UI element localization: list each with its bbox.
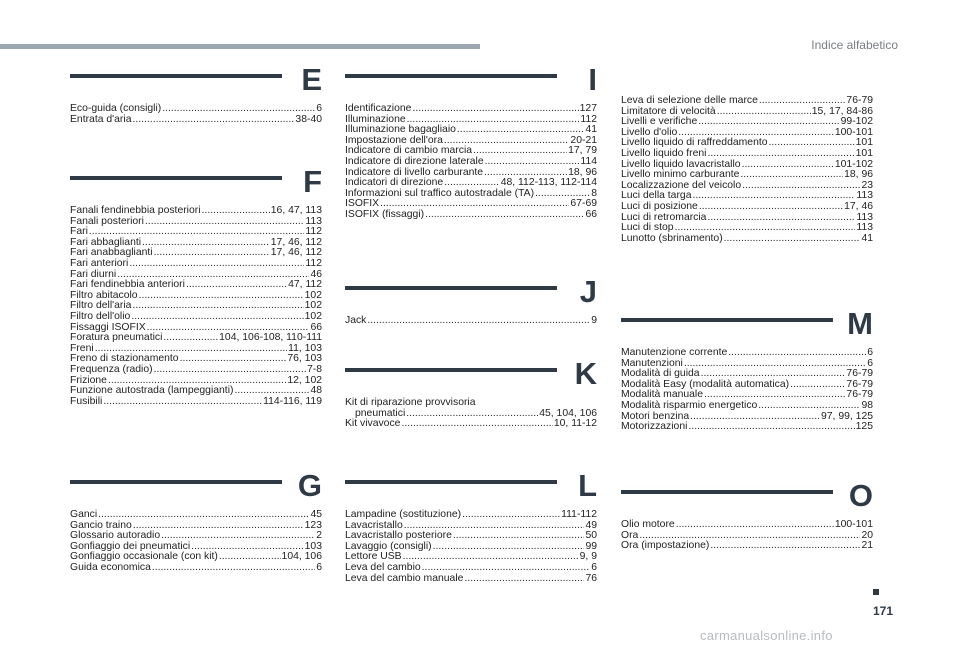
dot-leader	[699, 202, 843, 213]
entry-pages: 76	[585, 572, 597, 584]
entry-term: Illuminazione bagagliaio	[345, 124, 456, 136]
section-divider-line	[70, 74, 282, 78]
entry-pages: 6	[316, 103, 322, 114]
dot-leader	[740, 170, 843, 181]
entry-term: Luci della targa	[621, 190, 692, 202]
dot-leader	[152, 563, 315, 574]
dot-leader	[676, 520, 834, 531]
entry-pages: 9, 9	[579, 551, 597, 563]
entry-pages: 6	[591, 561, 597, 573]
section-divider-line	[70, 176, 282, 180]
dot-leader	[162, 104, 315, 115]
dot-leader	[186, 280, 287, 291]
entry-pages: 111-112	[561, 509, 597, 520]
entry-pages: 102	[304, 289, 322, 301]
section-letter: I	[588, 62, 597, 97]
dot-leader	[724, 234, 861, 245]
entry-pages: 48, 112-113, 112-114	[500, 177, 597, 189]
dot-leader	[717, 107, 811, 118]
dot-leader	[406, 409, 538, 420]
entry-term: Lavacristallo posteriore	[345, 530, 452, 542]
entry-term: Fari anabbaglianti	[70, 247, 153, 259]
section-divider-line	[621, 490, 833, 494]
entry-term: Luci di stop	[621, 222, 674, 234]
dot-leader	[180, 354, 287, 365]
section-divider-line	[345, 74, 557, 78]
index-entry	[621, 520, 873, 531]
entry-term: Informazioni sul traffico autostradale (TA)	[345, 187, 535, 199]
entry-pages: 20	[861, 529, 873, 541]
entry-pages: 112	[305, 257, 322, 269]
entry-pages: 17, 46, 112	[270, 247, 322, 259]
entry-term: Freno di stazionamento	[70, 353, 179, 365]
entry-term: Motorizzazioni	[621, 421, 688, 433]
entry-pages: 127	[579, 103, 597, 114]
dot-leader	[98, 510, 309, 521]
entry-term: Lampadine (sostituzione)	[345, 509, 462, 520]
entry-pages: 67-69	[570, 198, 597, 210]
entry-pages: 6	[316, 561, 322, 573]
entry-pages: 47, 112	[288, 279, 322, 291]
section-divider-line	[345, 286, 557, 290]
entry-pages: 6	[867, 357, 873, 369]
entry-pages: 101-102	[834, 158, 873, 170]
section-o	[621, 478, 873, 552]
dot-leader	[698, 117, 839, 128]
entry-pages: 113	[856, 211, 873, 223]
entry-pages: 17, 79	[568, 145, 597, 157]
entry-pages: 11, 103	[288, 342, 322, 354]
section-letter: M	[847, 306, 873, 341]
entry-pages: 100-101	[834, 126, 873, 138]
entry-term: Gancio traino	[70, 519, 132, 531]
watermark: carmanualsonline.info	[700, 628, 833, 643]
entry-pages: 76-79	[846, 368, 873, 380]
entry-term: Funzione autostrada (lampeggianti)	[70, 385, 234, 397]
entry-pages: 101	[855, 147, 873, 159]
entry-pages: 101	[855, 137, 873, 149]
entry-pages: 41	[585, 124, 597, 136]
dot-leader	[422, 563, 591, 574]
dot-leader	[473, 146, 567, 157]
section-letter: F	[303, 164, 322, 199]
index-entry	[621, 96, 873, 107]
top-accent-bar	[0, 44, 480, 49]
entry-term: Filtro abitacolo	[70, 289, 138, 301]
index-entries	[345, 398, 597, 430]
entry-term: Livelli e verifiche	[621, 116, 698, 128]
entry-pages: 41	[861, 232, 873, 244]
entry-term: Fanali fendinebbia posteriori	[70, 205, 201, 216]
index-entry	[621, 149, 873, 160]
entry-term: Lunotto (sbrinamento)	[621, 232, 723, 244]
entry-term: Indicatore di direzione laterale	[345, 155, 484, 167]
index-entry	[621, 541, 873, 552]
entry-term: Kit vivavoce	[345, 418, 401, 430]
dot-leader	[202, 206, 270, 217]
index-entry	[70, 206, 322, 217]
dot-leader	[154, 365, 306, 376]
entry-pages: 17, 46	[844, 200, 873, 212]
entry-term: Indicatore di cambio marcia	[345, 145, 473, 157]
dot-leader	[728, 348, 866, 359]
dot-leader	[462, 510, 560, 521]
entry-pages: 46	[310, 268, 322, 280]
section-e	[70, 62, 322, 125]
entry-term: Filtro dell'olio	[70, 310, 131, 322]
dot-leader	[692, 191, 855, 202]
entry-term: Lettore USB	[345, 551, 402, 563]
section-letter: K	[574, 356, 597, 391]
dot-leader	[742, 160, 834, 171]
dot-leader	[433, 542, 585, 553]
index-entry	[70, 115, 322, 126]
index-entry	[70, 333, 322, 344]
dot-leader	[710, 541, 860, 552]
entry-pages: 8	[591, 187, 597, 199]
entry-term: Livello liquido lavacristallo	[621, 158, 741, 170]
index-entries	[345, 104, 597, 221]
index-entries	[345, 510, 597, 584]
entry-term: Olio motore	[621, 519, 675, 530]
index-entry	[70, 217, 322, 228]
entry-term: Modalità manuale	[621, 389, 704, 401]
entry-term: Freni	[70, 342, 94, 354]
entry-term: Illuminazione	[345, 113, 406, 125]
index-entries	[621, 520, 873, 552]
dot-leader	[219, 552, 281, 563]
entry-pages: 123	[304, 519, 322, 531]
entry-term-continued: pneumatici	[355, 407, 406, 419]
entry-pages: 103	[304, 540, 322, 552]
entry-term: Luci di retromarcia	[621, 211, 707, 223]
entry-pages: 99-102	[840, 116, 873, 128]
section-i	[345, 62, 597, 221]
entry-term: Modalità di guida	[621, 368, 700, 380]
entry-term: Livello minimo carburante	[621, 169, 740, 181]
entry-pages: 112	[305, 226, 322, 238]
index-entry	[70, 397, 322, 408]
section-g	[70, 468, 322, 574]
entry-pages: 125	[855, 421, 873, 433]
entry-pages: 18, 96	[844, 169, 873, 181]
entry-pages: 2	[316, 530, 322, 542]
entry-term: Filtro dell'aria	[70, 300, 132, 312]
index-entry	[621, 234, 873, 245]
index-entries	[70, 206, 322, 407]
index-entry	[70, 104, 322, 115]
entry-term: Luci di posizione	[621, 200, 698, 212]
entry-term: Leva del cambio manuale	[345, 572, 464, 584]
entry-pages: 17, 46, 112	[270, 236, 322, 248]
page-header-title: Indice alfabetico	[811, 38, 898, 52]
entry-term: Motori benzina	[621, 410, 690, 422]
index-entry	[345, 574, 597, 585]
entry-pages: 45	[310, 509, 322, 520]
section-f	[70, 164, 322, 407]
entry-pages: 21	[861, 540, 873, 552]
entry-term: Fari abbaglianti	[70, 236, 142, 248]
section-m	[621, 306, 873, 433]
section-divider-line	[345, 480, 557, 484]
dot-leader	[129, 259, 304, 270]
entry-pages: 114	[580, 155, 597, 167]
entry-pages: 15, 17, 84-86	[811, 105, 873, 117]
entry-term: Frizione	[70, 374, 107, 386]
entry-term: ISOFIX	[345, 198, 380, 210]
entry-pages: 76-79	[846, 389, 873, 401]
index-entry	[345, 189, 597, 200]
index-entries	[70, 104, 322, 125]
dot-leader	[425, 210, 584, 221]
entry-pages: 98	[861, 399, 873, 411]
entry-pages: 18, 96	[568, 166, 597, 178]
entry-pages: 7-8	[306, 363, 322, 375]
entry-term: Identificazione	[345, 103, 412, 114]
dot-leader	[131, 312, 303, 323]
index-entry	[70, 259, 322, 270]
dot-leader	[401, 419, 552, 430]
dot-leader	[688, 422, 854, 433]
entry-term: Modalità risparmio energetico	[621, 399, 758, 411]
dot-leader	[367, 316, 590, 327]
entry-term: Frequenza (radio)	[70, 363, 153, 375]
entry-pages: 104, 106-108, 110-111	[219, 332, 322, 344]
index-entry	[345, 104, 597, 115]
entry-term: Livello d'olio	[621, 126, 678, 138]
index-entry	[621, 348, 873, 359]
index-entries	[345, 316, 597, 327]
entry-term: Manutenzione corrente	[621, 347, 728, 358]
dot-leader	[769, 138, 855, 149]
entry-term: Livello liquido di raffreddamento	[621, 137, 768, 149]
dot-leader	[154, 248, 270, 259]
entry-term: Livello liquido freni	[621, 147, 707, 159]
entry-pages: 102	[304, 300, 322, 312]
entry-pages: 66	[585, 208, 597, 220]
dot-leader	[145, 217, 305, 228]
entry-term: Manutenzioni	[621, 357, 683, 369]
dot-leader	[759, 96, 846, 107]
dot-leader	[742, 181, 860, 192]
entry-term: Gonfiaggio occasionale (con kit)	[70, 551, 218, 563]
index-entry	[345, 510, 597, 521]
entry-pages: 97, 99, 125	[821, 410, 873, 422]
entry-pages: 20-21	[570, 134, 597, 146]
entry-pages: 114-116, 119	[263, 395, 322, 407]
entry-pages: 76-79	[846, 378, 873, 390]
index-entry	[345, 210, 597, 221]
entry-term: Guida economica	[70, 561, 151, 573]
section-letter: L	[578, 468, 597, 503]
entry-term: Leva del cambio	[345, 561, 421, 573]
dot-leader	[142, 238, 270, 249]
dot-leader	[403, 552, 579, 563]
entry-pages: 99	[585, 540, 597, 552]
entry-pages: 76, 103	[287, 353, 322, 365]
entry-term: Indicatori di direzione	[345, 177, 444, 189]
entry-pages: 38-40	[295, 113, 322, 125]
entry-term: Fari diurni	[70, 268, 117, 280]
dot-leader	[690, 412, 820, 423]
index-entry	[345, 157, 597, 168]
entry-term: Ora	[621, 529, 639, 541]
dot-leader	[457, 125, 585, 136]
dot-leader	[139, 291, 304, 302]
entry-pages: 50	[585, 530, 597, 542]
section-letter: J	[579, 274, 597, 309]
section-j	[345, 274, 597, 327]
index-entry	[345, 316, 597, 327]
entry-term: Modalità Easy (modalità automatica)	[621, 378, 790, 390]
entry-term: Fissaggi ISOFIX	[70, 321, 146, 333]
entry-term: Foratura pneumatici	[70, 332, 163, 344]
dot-leader	[464, 574, 584, 585]
section-letter: E	[301, 62, 322, 97]
entry-term: Impostazione dell'ora	[345, 134, 443, 146]
index-entries	[70, 510, 322, 574]
index-entry	[345, 563, 597, 574]
entry-pages: 45, 104, 106	[539, 407, 597, 419]
entry-term: Fari anteriori	[70, 257, 129, 269]
index-entry	[70, 312, 322, 323]
entry-term: Gonfiaggio dei pneumatici	[70, 540, 191, 552]
entry-term: Localizzazione del veicolo	[621, 179, 742, 191]
section-l-continued	[621, 96, 873, 244]
entry-pages: 16, 47, 113	[270, 205, 322, 216]
dot-leader	[163, 333, 218, 344]
entry-pages: 76-79	[846, 95, 873, 106]
entry-pages: 112	[580, 113, 597, 125]
entry-pages: 113	[856, 190, 873, 202]
entry-term: Indicatore di livello carburante	[345, 166, 484, 178]
section-divider-line	[70, 480, 282, 484]
section-k	[345, 356, 597, 430]
section-letter: G	[297, 468, 322, 503]
page-number: 171	[873, 604, 894, 618]
index-entries	[621, 348, 873, 433]
entry-term: Eco-guida (consigli)	[70, 103, 162, 114]
entry-pages: 66	[310, 321, 322, 333]
entry-pages: 23	[861, 179, 873, 191]
dot-leader	[758, 401, 860, 412]
dot-leader	[707, 149, 854, 160]
dot-leader	[790, 380, 845, 391]
entry-pages: 9	[591, 315, 597, 326]
entry-term: Ganci	[70, 509, 98, 520]
entry-term: Ora (impostazione)	[621, 540, 710, 552]
entry-term: Lavaggio (consigli)	[345, 540, 432, 552]
entry-pages: 113	[856, 222, 873, 234]
index-entry	[70, 510, 322, 521]
dot-leader	[707, 213, 855, 224]
index-entry	[621, 202, 873, 213]
entry-term: Fusibili	[70, 395, 103, 407]
entry-pages: 100-101	[834, 519, 873, 530]
entry-term: Fanali posteriori	[70, 215, 144, 227]
entry-pages: 102	[304, 310, 322, 322]
index-entry	[621, 422, 873, 433]
entry-pages: 49	[585, 519, 597, 531]
entry-term: ISOFIX (fissaggi)	[345, 208, 425, 220]
dot-leader	[103, 397, 262, 408]
index-entries	[621, 96, 873, 244]
index-entry	[621, 401, 873, 412]
section-letter: O	[848, 478, 873, 513]
index-entry	[345, 398, 597, 419]
index-entry	[70, 563, 322, 574]
entry-pages: 12, 102	[287, 374, 322, 386]
section-l	[345, 468, 597, 584]
entry-term: Fari	[70, 226, 88, 238]
dot-leader	[132, 115, 294, 126]
entry-pages: 48	[310, 385, 322, 397]
dot-leader	[132, 301, 303, 312]
page-marker-square	[873, 589, 879, 595]
entry-term: Glossario autoradio	[70, 530, 161, 542]
entry-term: Fari fendinebbia anteriori	[70, 279, 185, 291]
entry-term: Entrata d'aria	[70, 113, 132, 125]
index-entry	[345, 419, 597, 430]
entry-pages: 104, 106	[281, 551, 322, 563]
entry-pages: 113	[305, 215, 322, 227]
section-divider-line	[345, 368, 557, 372]
index-entry	[70, 365, 322, 376]
entry-pages: 10, 11-12	[553, 418, 597, 430]
dot-leader	[412, 104, 578, 115]
entry-term: Leva di selezione delle marce	[621, 95, 758, 106]
entry-term: Lavacristallo	[345, 519, 403, 531]
entry-term: Jack	[345, 315, 367, 326]
entry-term: Kit di riparazione provvisoria	[345, 397, 476, 408]
dot-leader	[453, 531, 585, 542]
entry-term: Limitatore di velocità	[621, 105, 716, 117]
dot-leader	[684, 359, 866, 370]
dot-leader	[485, 157, 580, 168]
section-divider-line	[621, 318, 833, 322]
entry-pages: 6	[867, 347, 873, 358]
